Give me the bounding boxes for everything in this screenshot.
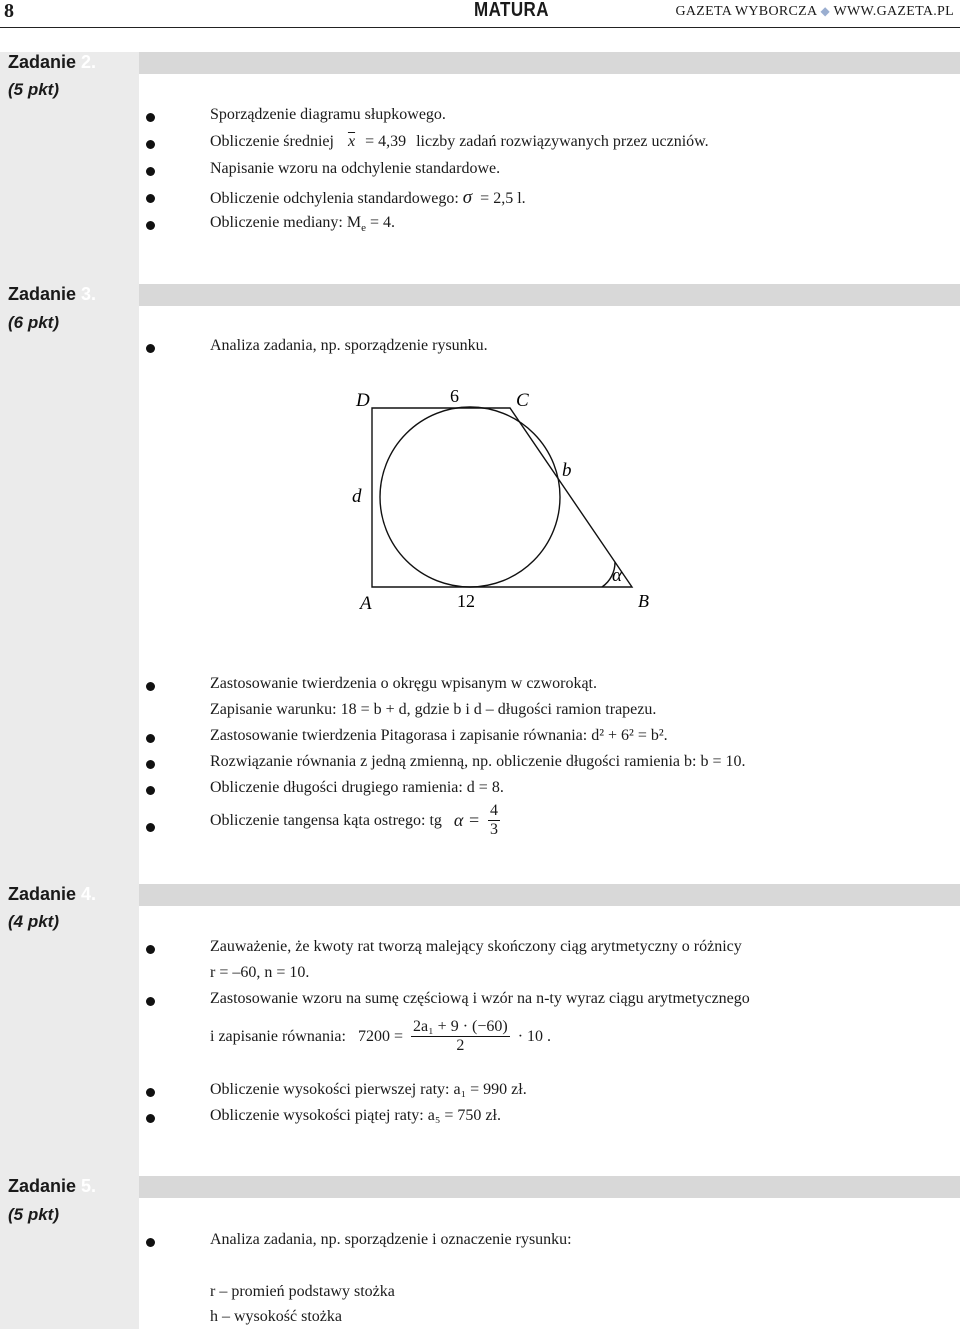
task-4-equation-line — [210, 1018, 551, 1055]
trapezoid-outline — [372, 408, 632, 587]
task-number: 4. — [81, 884, 97, 904]
diamond-icon: ◆ — [820, 4, 830, 18]
task-3-intro: Analiza zadania, np. sporządzenie rysunku. — [210, 337, 488, 354]
inscribed-circle — [380, 407, 560, 587]
median-value: = 4. — [369, 214, 395, 231]
task-5-header-bar — [0, 1176, 960, 1198]
task-2-item-3: Napisanie wzoru na odchylenie standardowe. — [210, 160, 501, 177]
bullet — [146, 221, 155, 230]
page-number: 8 — [4, 0, 14, 22]
numerator: 2a₁ + 9 · (−60) — [412, 1018, 508, 1035]
bullet — [146, 734, 155, 743]
text-segment: Obliczenie średniej — [210, 133, 334, 150]
text-segment: Obliczenie mediany: M — [210, 214, 362, 231]
task-3-item-4: Rozwiązanie równania z jedną zmienną, np. obliczenie długości ramienia b: b = 10. — [210, 753, 746, 770]
publisher-name: GAZETA WYBORCZA — [675, 4, 817, 19]
bullet — [146, 786, 155, 795]
fraction-4-3 — [488, 802, 500, 839]
vertex-D: D — [356, 390, 370, 411]
header-bar-dark — [90, 884, 960, 906]
bullet — [146, 682, 155, 691]
task-3-item-1: Zastosowanie twierdzenia o okręgu wpisanym w czworokąt. — [210, 675, 597, 692]
header-bar-dark — [90, 284, 960, 306]
vertex-B: B — [638, 591, 649, 611]
bullet — [146, 167, 155, 176]
denominator: 3 — [490, 821, 499, 838]
task-3-item-2: Zapisanie warunku: 18 = b + d, gdzie b i d – długości ramion trapezu. — [210, 701, 657, 718]
task-5-def-r: r – promień podstawy stożka — [210, 1283, 395, 1300]
label-d: d — [352, 486, 362, 507]
task-number: 5. — [81, 1176, 97, 1196]
task-2-points: (5 pkt) — [8, 80, 59, 99]
bullet — [146, 140, 155, 149]
task-label: Zadanie — [8, 884, 77, 904]
task-4-title — [8, 884, 96, 905]
header-bar-dark — [90, 52, 960, 74]
label-top-6: 6 — [450, 386, 459, 406]
task-label: Zadanie — [8, 1176, 77, 1196]
label-bottom-12: 12 — [457, 591, 475, 611]
bullet — [146, 1088, 155, 1097]
text-segment: liczby zadań rozwiązywanych przez uczniów. — [416, 133, 709, 150]
task-2-title — [8, 52, 96, 73]
bullet — [146, 760, 155, 769]
task-4-item-1-cont: r = –60, n = 10. — [210, 964, 310, 981]
text-segment: i zapisanie równania: — [210, 1027, 346, 1045]
numerator: 4 — [490, 802, 499, 819]
sigma-value: = 2,5 l. — [480, 190, 526, 207]
page-header — [0, 0, 960, 28]
task-4-item-4: Obliczenie wysokości piątej raty: a₅ = 750 zł. — [210, 1107, 501, 1124]
task-2-item-2 — [210, 133, 709, 151]
task-2-header-bar — [0, 52, 960, 74]
task-2-item-5 — [210, 214, 395, 234]
task-5-def-h: h – wysokość stożka — [210, 1308, 342, 1325]
tangent-lhs: α = — [453, 810, 481, 830]
subscript: e — [361, 222, 366, 235]
figure-lines — [372, 407, 632, 587]
label-b: b — [562, 460, 572, 481]
bullet — [146, 113, 155, 122]
task-4-item-2: Zastosowanie wzoru na sumę częściową i wzór na n-ty wyraz ciągu arytmetycznego — [210, 990, 750, 1007]
left-margin-column — [0, 52, 139, 1329]
task-4-header-bar — [0, 884, 960, 906]
task-4-points: (4 pkt) — [8, 912, 59, 931]
sum-fraction — [411, 1018, 510, 1055]
task-3-item-3 — [210, 727, 668, 745]
text-segment: Zastosowanie twierdzenia Pitagorasa i zapisanie równania: — [210, 727, 592, 744]
denominator: 2 — [456, 1037, 465, 1054]
pythagoras-equation: d² + 6² = b². — [591, 727, 668, 744]
text-segment: Obliczenie tangensa kąta ostrego: tg — [210, 811, 442, 829]
task-3-item-6 — [210, 802, 504, 839]
task-3-header-bar — [0, 284, 960, 306]
sigma-symbol: σ — [462, 187, 473, 208]
mean-symbol: $\overline{x}$ — [347, 133, 356, 150]
website-url: WWW.GAZETA.PL — [833, 4, 954, 19]
task-3-title — [8, 284, 96, 305]
task-5-points: (5 pkt) — [8, 1205, 59, 1224]
task-2-item-4 — [210, 187, 526, 209]
bullet — [146, 997, 155, 1006]
task-label: Zadanie — [8, 52, 77, 72]
task-4-item-3: Obliczenie wysokości pierwszej raty: a₁ = 990 zł. — [210, 1081, 527, 1098]
task-label: Zadanie — [8, 284, 77, 304]
bullet — [146, 945, 155, 954]
bullet — [146, 1114, 155, 1123]
vertex-C: C — [516, 390, 529, 411]
text-segment: Obliczenie odchylenia standardowego: — [210, 190, 459, 207]
trapezoid-figure — [340, 378, 670, 618]
header-divider — [0, 27, 960, 28]
task-3-item-5: Obliczenie długości drugiego ramienia: d = 8. — [210, 779, 504, 796]
label-alpha: α — [612, 565, 622, 586]
task-number: 3. — [81, 284, 97, 304]
task-2-item-1: Sporządzenie diagramu słupkowego. — [210, 106, 446, 123]
bullet — [146, 344, 155, 353]
task-5-item-1: Analiza zadania, np. sporządzenie i oznaczenie rysunku: — [210, 1231, 572, 1248]
task-number: 2. — [81, 52, 97, 72]
equation-lhs: 7200 = — [357, 1027, 403, 1045]
task-3-points: (6 pkt) — [8, 313, 59, 332]
header-title: MATURA — [474, 0, 549, 21]
bullet — [146, 823, 155, 832]
bullet — [146, 194, 155, 203]
task-4-item-1: Zauważenie, że kwoty rat tworzą malejący skończony ciąg arytmetyczny o różnicy — [210, 938, 742, 955]
header-publisher-line — [675, 4, 954, 20]
mean-value: = 4,39 — [365, 133, 407, 150]
vertex-A: A — [360, 593, 372, 614]
task-5-title — [8, 1176, 96, 1197]
multiplier: · 10 . — [517, 1027, 552, 1045]
bullet — [146, 1238, 155, 1247]
header-bar-dark — [90, 1176, 960, 1198]
